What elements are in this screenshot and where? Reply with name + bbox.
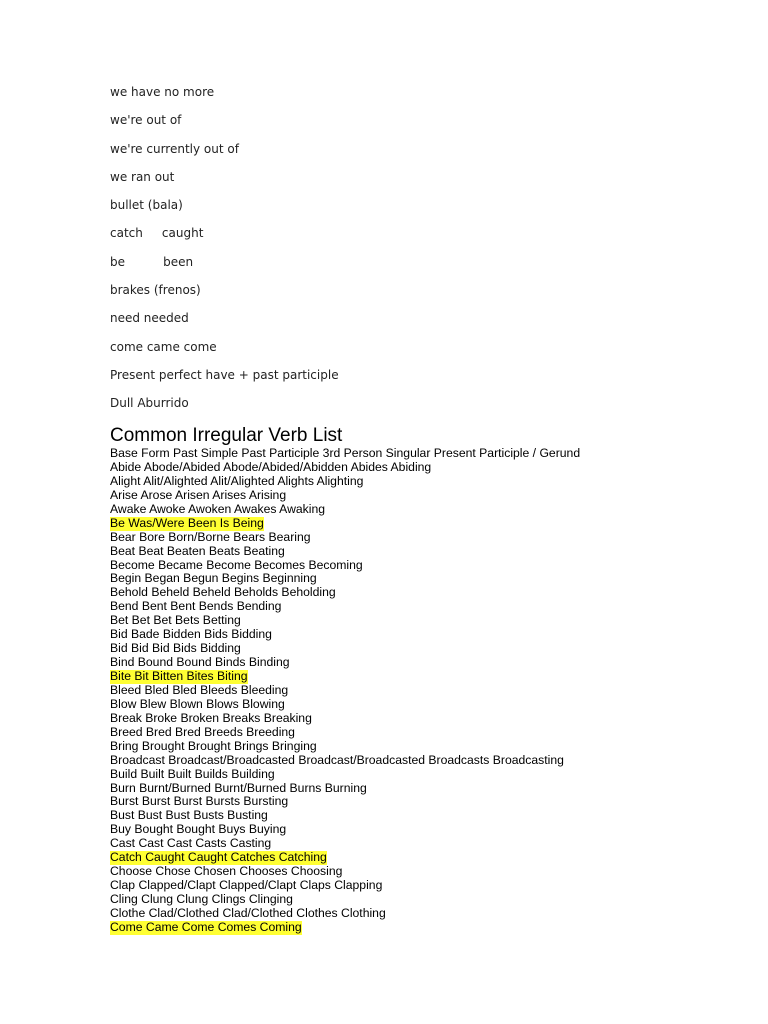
note-line: Dull Aburrido [110,396,189,411]
verb-row [110,795,580,809]
verb-row [110,893,580,907]
verb-row-text: Bind Bound Bound Binds Binding [110,655,290,670]
verb-row-text: Broadcast Broadcast/Broadcasted Broadcast/Broadcasted Broadcasts Broadcasting [110,752,564,767]
note-line: we ran out [110,169,175,184]
verb-row [110,628,580,642]
verb-row [110,712,580,726]
verb-row [110,656,580,670]
verb-row-text: Bid Bid Bid Bids Bidding [110,641,241,656]
verb-row-text: Breed Bred Bred Breeds Breeding [110,724,295,739]
verb-row-text: Bear Bore Born/Borne Bears Bearing [110,529,311,544]
verb-list [110,447,580,935]
verb-row-text: Beat Beat Beaten Beats Beating [110,543,285,558]
verb-row-text: Bid Bade Bidden Bids Bidding [110,627,272,642]
note-line: we're currently out of [110,141,239,156]
verb-row [110,586,580,600]
verb-row [110,531,580,545]
verb-row [110,572,580,586]
verb-row [110,684,580,698]
note-line: be been [110,254,194,269]
verb-list-title: Common Irregular Verb List [110,425,343,446]
note-line: we have no more [110,85,215,99]
verb-row-text: Burst Burst Burst Bursts Bursting [110,794,289,809]
verb-row-text: Arise Arose Arisen Arises Arising [110,487,287,502]
verb-row-text: Cling Clung Clung Clings Clinging [110,892,293,906]
verb-row-text: Bust Bust Bust Busts Busting [110,808,268,823]
verb-row-highlighted [110,517,580,531]
verb-row-text: Begin Began Begun Begins Beginning [110,571,317,586]
verb-row [110,600,580,614]
verb-row [110,545,580,559]
verb-row-text: Clap Clapped/Clapt Clapped/Clapt Claps Clapping [110,878,383,893]
note-line: bullet (bala) [110,198,183,213]
verb-row-text: Build Built Built Builds Building [110,766,275,781]
verb-row-text: Bet Bet Bet Bets Betting [110,613,241,628]
verb-row [110,809,580,823]
verb-row-text: Buy Bought Bought Buys Buying [110,822,287,837]
verb-row-text: Become Became Become Becomes Becoming [110,557,363,572]
verb-row-text: Catch Caught Caught Catches Catching [110,850,327,865]
verb-row [110,823,580,837]
verb-row-text: Cast Cast Cast Casts Casting [110,836,272,851]
verb-row-text: Base Form Past Simple Past Participle 3rd Person Singular Present Participle / Gerund [110,446,581,460]
verb-row [110,837,580,851]
verb-row-text: Come Came Come Comes Coming [110,919,302,934]
verb-row-text: Blow Blew Blown Blows Blowing [110,696,285,711]
verb-row-text: Alight Alit/Alighted Alit/Alighted Alights Alighting [110,473,364,488]
verb-row-highlighted [110,851,580,865]
note-line: come came come [110,339,217,354]
verb-row-text: Burn Burnt/Burned Burnt/Burned Burns Burning [110,780,367,795]
note-line: need needed [110,311,189,326]
verb-row-highlighted [110,670,580,684]
verb-row-text: Choose Chose Chosen Chooses Choosing [110,864,343,879]
note-line: Present perfect have + past participle [110,367,339,382]
verb-row [110,782,580,796]
verb-row-text: Clothe Clad/Clothed Clad/Clothed Clothes Clothing [110,905,386,920]
verb-row [110,614,580,628]
note-line: brakes (frenos) [110,283,201,298]
notes-list [110,84,339,424]
verb-row-text: Bite Bit Bitten Bites Biting [110,669,248,683]
verb-row [110,461,580,475]
verb-row [110,754,580,768]
note-line: catch caught [110,226,204,241]
verb-row [110,865,580,879]
verb-row [110,879,580,893]
verb-row [110,447,580,461]
note-line: we're out of [110,113,182,128]
verb-row-text: Bend Bent Bent Bends Bending [110,599,282,614]
verb-row-text: Behold Beheld Beheld Beholds Beholding [110,585,336,600]
verb-row-highlighted [110,921,580,935]
verb-row-text: Awake Awoke Awoken Awakes Awaking [110,501,326,516]
verb-row [110,726,580,740]
verb-row [110,503,580,517]
verb-row [110,698,580,712]
verb-row [110,740,580,754]
verb-row-text: Bleed Bled Bled Bleeds Bleeding [110,682,289,697]
verb-row [110,907,580,921]
verb-row [110,559,580,573]
verb-row-text: Break Broke Broken Breaks Breaking [110,710,312,725]
verb-row [110,489,580,503]
verb-row-text: Bring Brought Brought Brings Bringing [110,738,317,753]
verb-row [110,475,580,489]
verb-row-text: Be Was/Were Been Is Being [110,515,264,530]
verb-row [110,768,580,782]
verb-row [110,642,580,656]
verb-row-text: Abide Abode/Abided Abode/Abided/Abidden Abides Abiding [110,459,432,474]
